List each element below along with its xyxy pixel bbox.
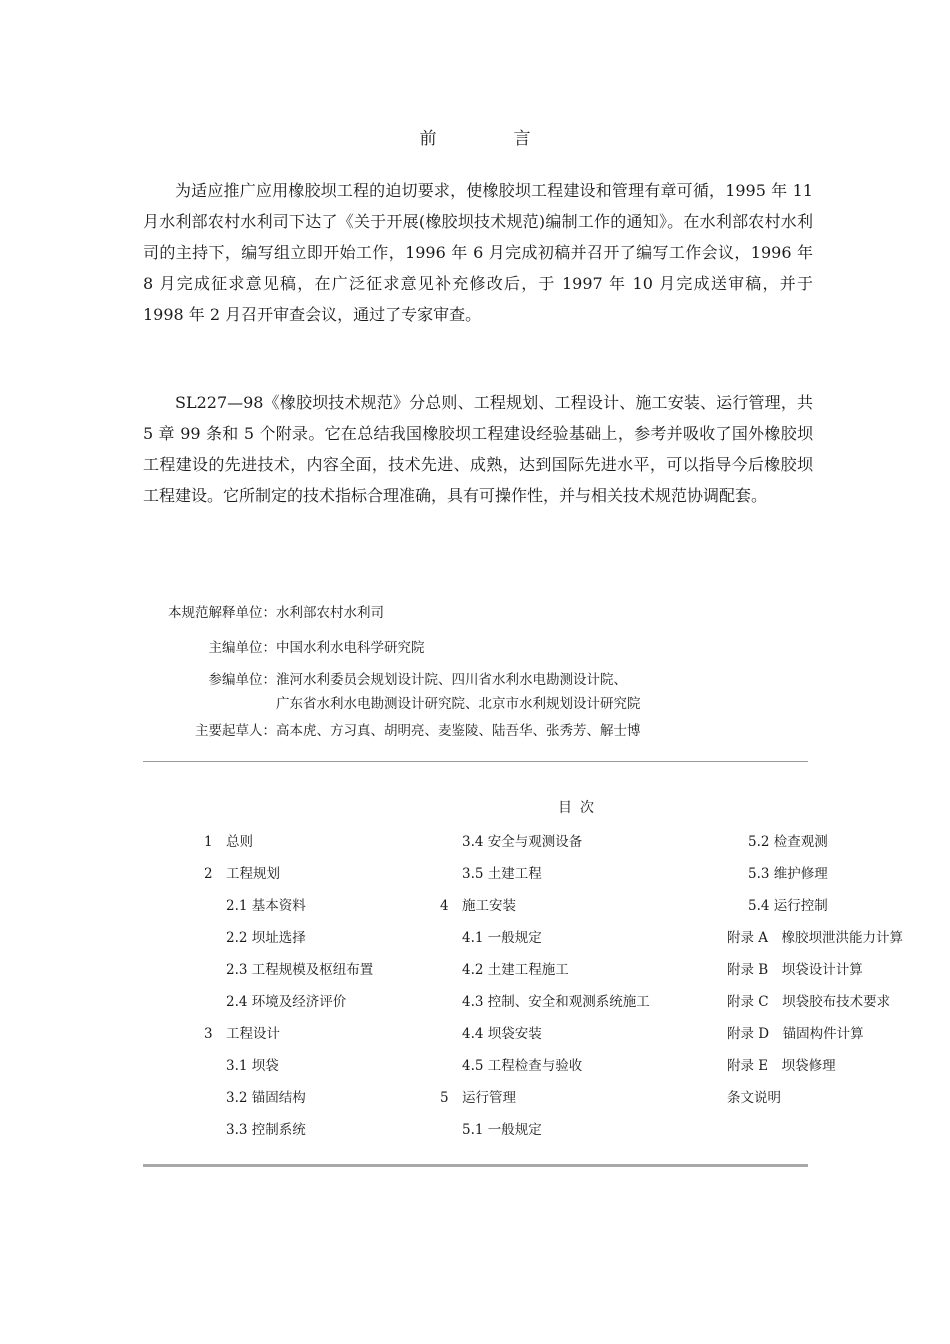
page-title: 前 言: [419, 129, 561, 149]
info-drafters-label: 主要起草人：: [195, 723, 276, 739]
toc-item: 3 工程设计: [204, 1026, 280, 1042]
toc-item: 5.2 检查观测: [748, 834, 828, 850]
info-participate-value-2: 广东省水利水电勘测设计研究院、北京市水利规划设计研究院: [276, 696, 641, 712]
toc-item: 5.1 一般规定: [462, 1122, 542, 1138]
toc-title: 目次: [558, 800, 602, 816]
toc-item: 条文说明: [727, 1090, 781, 1106]
divider-top: [143, 761, 808, 762]
toc-item: 2 工程规划: [204, 866, 280, 882]
info-chief-label: 主编单位：: [208, 640, 276, 656]
preface-paragraph-1: 为适应推广应用橡胶坝工程的迫切要求，使橡胶坝工程建设和管理有章可循，1995 年 11 月水利部农村水利司下达了《关于开展(橡胶坝技术规范)编制工作的通知》。在水利部农村水利司的主持下，编写组立即开始工作，1996 年 6 月完成初稿并召开了编写工作会议，1996 年 8 月完成征求意见稿，在广泛征求意见补充修改后，于 1997 年 10 月完成送审稿，并于 1998 年 2 月召开审查会议，通过了专家审查。: [143, 181, 813, 324]
toc-item: 4.2 土建工程施工: [462, 962, 569, 978]
toc-item: 附录 B 坝袋设计计算: [727, 962, 863, 978]
toc-item: 附录 C 坝袋胶布技术要求: [727, 994, 891, 1010]
info-participate-value-1: 淮河水利委员会规划设计院、四川省水利水电勘测设计院、: [276, 672, 627, 688]
toc-item: 1 总则: [204, 834, 253, 850]
toc-item: 2.2 坝址选择: [226, 930, 306, 946]
toc-item: 5 运行管理: [440, 1090, 516, 1106]
toc-item: 2.1 基本资料: [226, 898, 306, 914]
info-drafters-value: 高本虎、方习真、胡明亮、麦鉴陵、陆吾华、张秀芳、解士博: [276, 723, 641, 739]
toc-item: 4.3 控制、安全和观测系统施工: [462, 994, 650, 1010]
toc-item: 4.4 坝袋安装: [462, 1026, 542, 1042]
toc-item: 附录 D 锚固构件计算: [727, 1026, 864, 1042]
toc-item: 3.3 控制系统: [226, 1122, 306, 1138]
toc-item: 3.1 坝袋: [226, 1058, 279, 1074]
toc-item: 4.5 工程检查与验收: [462, 1058, 583, 1074]
toc-item: 5.4 运行控制: [748, 898, 828, 914]
info-participate-row: [143, 670, 627, 691]
preface-paragraph-2: SL227—98《橡胶坝技术规范》分总则、工程规划、工程设计、施工安装、运行管理，共 5 章 99 条和 5 个附录。它在总结我国橡胶坝工程建设经验基础上，参考并吸收了国外橡胶坝工程建设的先进技术，内容全面，技术先进、成熟，达到国际先进水平，可以指导今后橡胶坝工程建设。它所制定的技术指标合理准确，具有可操作性，并与相关技术规范协调配套。: [143, 393, 813, 505]
info-chief-row: [143, 638, 425, 659]
info-interpret-value: 水利部农村水利司: [276, 605, 384, 621]
toc-item: 3.2 锚固结构: [226, 1090, 306, 1106]
info-participate-label: 参编单位：: [208, 672, 276, 688]
divider-bottom: [143, 1164, 808, 1167]
info-chief-value: 中国水利水电科学研究院: [276, 640, 425, 656]
toc-item: 3.4 安全与观测设备: [462, 834, 583, 850]
toc-item: 2.3 工程规模及枢纽布置: [226, 962, 374, 978]
toc-item: 4 施工安装: [440, 898, 516, 914]
toc-item: 4.1 一般规定: [462, 930, 542, 946]
info-interpret-row: [143, 603, 384, 624]
toc-item: 附录 E 坝袋修理: [727, 1058, 836, 1074]
info-drafters-row: [143, 721, 641, 742]
toc-item: 附录 A 橡胶坝泄洪能力计算: [727, 930, 904, 946]
toc-item: 5.3 维护修理: [748, 866, 828, 882]
toc-item: 2.4 环境及经济评价: [226, 994, 347, 1010]
info-participate-row-2: [143, 694, 641, 715]
info-interpret-label: 本规范解释单位：: [168, 605, 276, 621]
toc-item: 3.5 土建工程: [462, 866, 542, 882]
